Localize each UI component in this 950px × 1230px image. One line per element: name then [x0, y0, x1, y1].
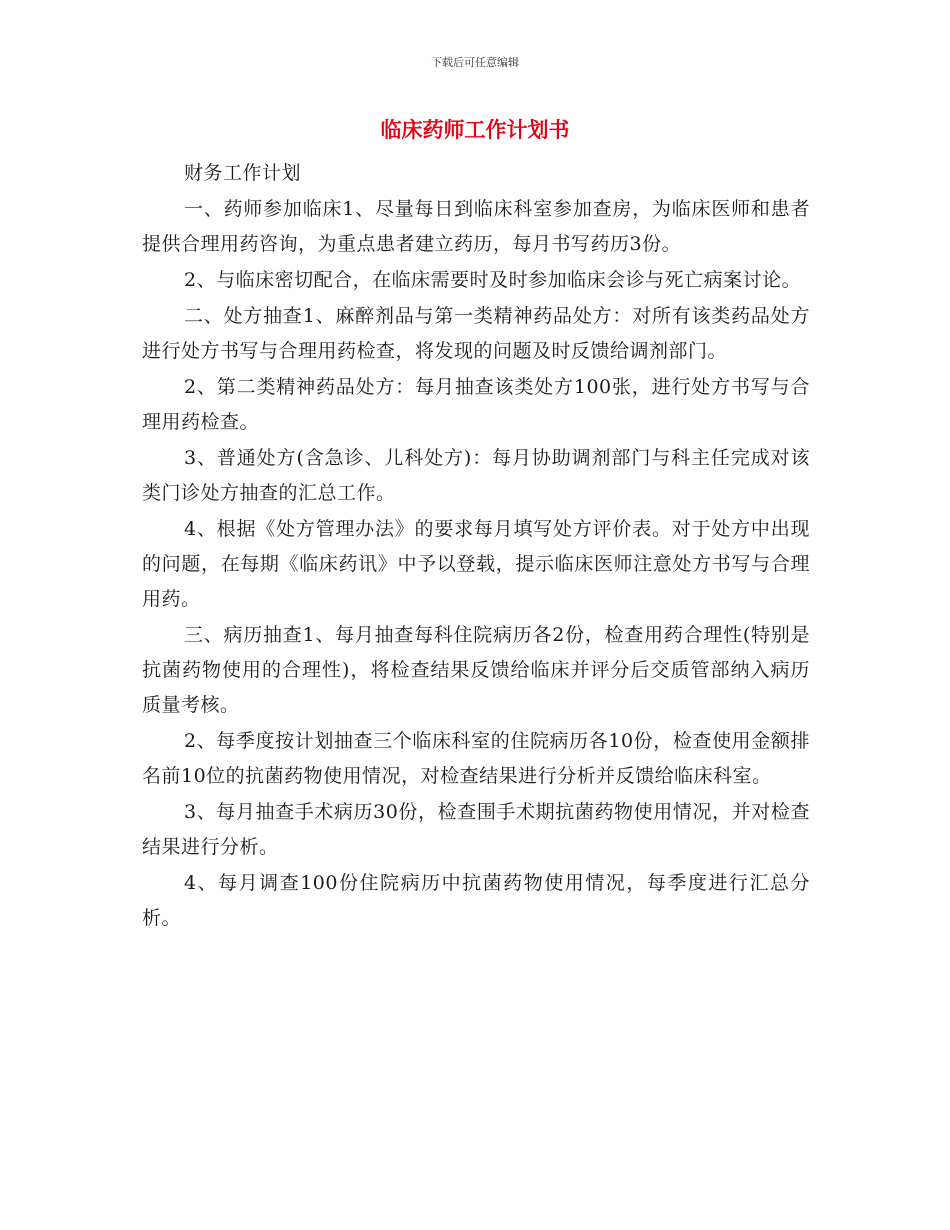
document-title: 临床药师工作计划书 [380, 118, 570, 142]
header-note: 下载后可任意编辑 [431, 56, 519, 69]
paragraph-heading: 财务工作计划 [184, 162, 302, 184]
document-body [142, 156, 810, 937]
paragraph: 2、第二类精神药品处方：每月抽查该类处方100张，进行处方书写与合理用药检查。 [142, 376, 810, 433]
paragraph: 三、病历抽查1、每月抽查每科住院病历各2份，检查用药合理性(特别是抗菌药物使用的合理性)，将检查结果反馈给临床并评分后交质管部纳入病历质量考核。 [142, 624, 810, 716]
paragraph: 二、处方抽查1、麻醉剂品与第一类精神药品处方：对所有该类药品处方进行处方书写与合理用药检查，将发现的问题及时反馈给调剂部门。 [142, 305, 810, 362]
paragraph: 3、每月抽查手术病历30份，检查围手术期抗菌药物使用情况，并对检查结果进行分析。 [142, 801, 810, 858]
paragraph: 一、药师参加临床1、尽量每日到临床科室参加查房，为临床医师和患者提供合理用药咨询，为重点患者建立药历，每月书写药历3份。 [142, 198, 810, 255]
paragraph: 4、根据《处方管理办法》的要求每月填写处方评价表。对于处方中出现的问题，在每期《临床药讯》中予以登载，提示临床医师注意处方书写与合理用药。 [142, 518, 810, 610]
paragraph: 4、每月调查100份住院病历中抗菌药物使用情况，每季度进行汇总分析。 [142, 872, 810, 929]
paragraph: 3、普通处方(含急诊、儿科处方)：每月协助调剂部门与科主任完成对该类门诊处方抽查的汇总工作。 [142, 447, 810, 504]
paragraph: 2、每季度按计划抽查三个临床科室的住院病历各10份，检查使用金额排名前10位的抗菌药物使用情况，对检查结果进行分析并反馈给临床科室。 [142, 730, 810, 787]
paragraph: 2、与临床密切配合，在临床需要时及时参加临床会诊与死亡病案讨论。 [184, 269, 802, 291]
